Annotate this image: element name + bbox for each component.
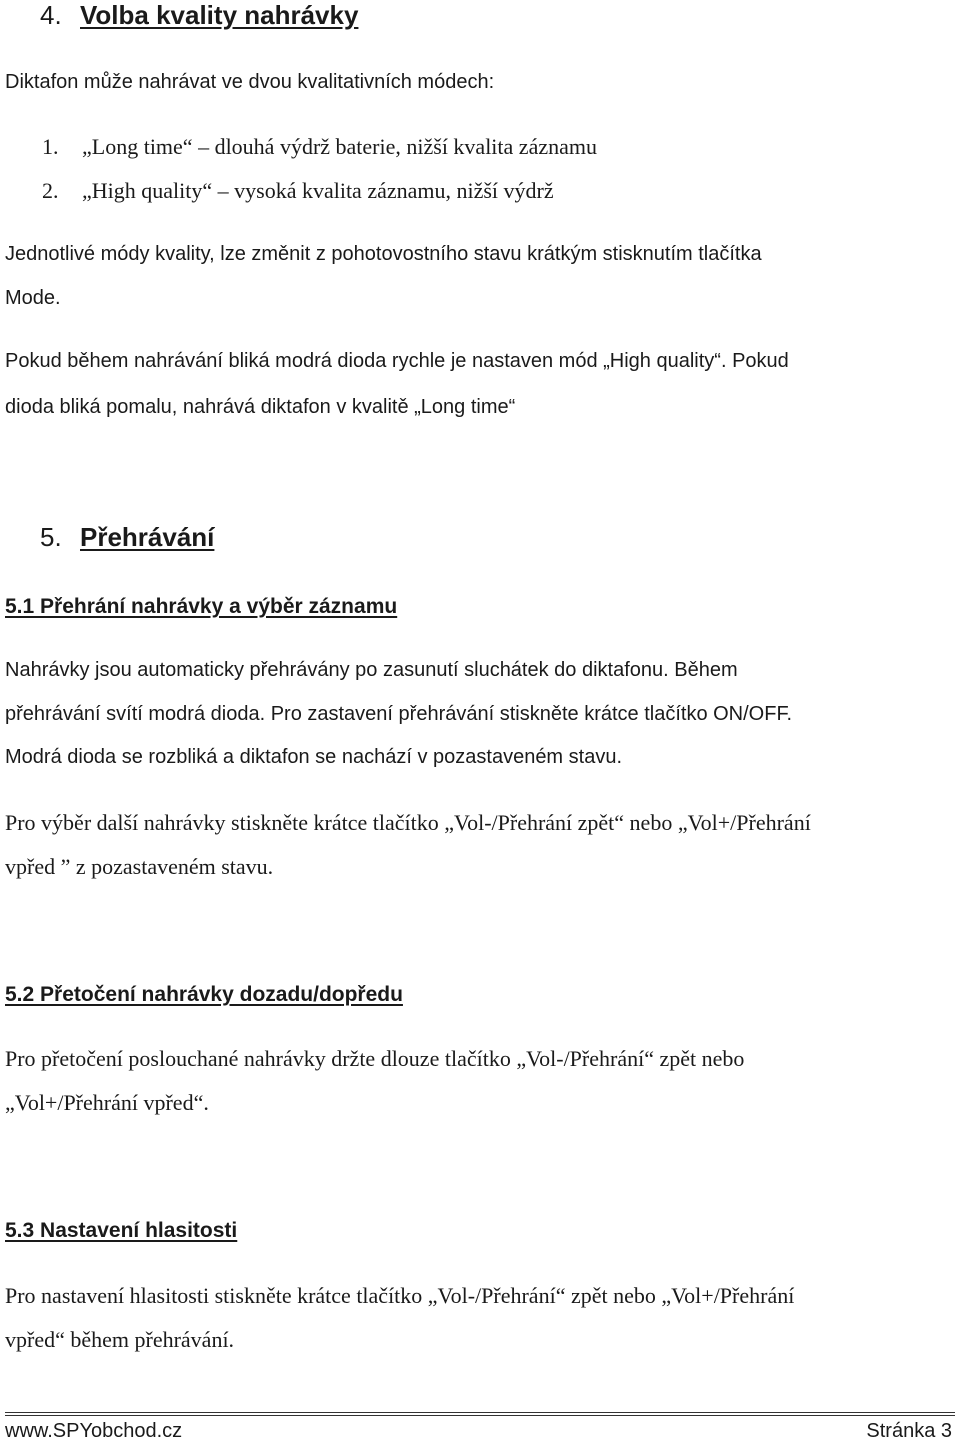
subsection-5-1-title: 5.1 Přehrání nahrávky a výběr záznamu bbox=[5, 595, 398, 618]
paragraph-line: vpřed ” z pozastaveném stavu. bbox=[5, 854, 274, 879]
footer-page-number: Stránka 3 bbox=[866, 1420, 952, 1442]
subsection-5-2-title: 5.2 Přetočení nahrávky dozadu/dopředu bbox=[5, 983, 403, 1006]
section-4-intro: Diktafon může nahrávat ve dvou kvalitativních módech: bbox=[5, 71, 495, 93]
section-4-heading bbox=[40, 0, 358, 31]
paragraph-line: Pokud během nahrávání bliká modrá dioda rychle je nastaven mód „High quality“. Pokud bbox=[5, 350, 789, 372]
paragraph-line: dioda bliká pomalu, nahrává diktafon v kvalitě „Long time“ bbox=[5, 396, 516, 418]
list-item-number: 1. bbox=[42, 134, 59, 159]
paragraph-line: vpřed“ během přehrávání. bbox=[5, 1327, 235, 1352]
footer-divider bbox=[5, 1412, 955, 1413]
list-item-text: „Long time“ – dlouhá výdrž baterie, nižší kvalita záznamu bbox=[82, 134, 597, 159]
footer-website: www.SPYobchod.cz bbox=[5, 1420, 183, 1442]
list-item-text: „High quality“ – vysoká kvalita záznamu, nižší výdrž bbox=[82, 178, 554, 203]
paragraph-line: Nahrávky jsou automaticky přehrávány po zasunutí sluchátek do diktafonu. Během bbox=[5, 659, 738, 681]
section-5-title: Přehrávání bbox=[80, 522, 215, 552]
paragraph-line: Pro nastavení hlasitosti stiskněte krátce tlačítko „Vol-/Přehrání“ zpět nebo „Vol+/Přehrání bbox=[5, 1283, 795, 1308]
list-item-number: 2. bbox=[42, 178, 59, 203]
subsection-5-3-title: 5.3 Nastavení hlasitosti bbox=[5, 1219, 238, 1242]
section-4-title: Volba kvality nahrávky bbox=[80, 0, 359, 30]
paragraph-line: Jednotlivé módy kvality, lze změnit z pohotovostního stavu krátkým stisknutím tlačítka bbox=[5, 243, 762, 265]
section-5-number: 5. bbox=[40, 522, 62, 552]
paragraph-line: „Vol+/Přehrání vpřed“. bbox=[5, 1090, 209, 1115]
paragraph-line: Mode. bbox=[5, 287, 61, 309]
section-4-number: 4. bbox=[40, 0, 62, 30]
paragraph-line: Modrá dioda se rozbliká a diktafon se nachází v pozastaveném stavu. bbox=[5, 746, 623, 768]
list-item bbox=[42, 178, 554, 204]
paragraph-line: Pro výběr další nahrávky stiskněte krátce tlačítko „Vol-/Přehrání zpět“ nebo „Vol+/Přehrání bbox=[5, 810, 811, 835]
paragraph-line: přehrávání svítí modrá dioda. Pro zastavení přehrávání stiskněte krátce tlačítko ON/OFF. bbox=[5, 703, 793, 725]
section-5-heading bbox=[40, 522, 214, 553]
list-item bbox=[42, 134, 597, 160]
paragraph-line: Pro přetočení poslouchané nahrávky držte dlouze tlačítko „Vol-/Přehrání“ zpět nebo bbox=[5, 1046, 745, 1071]
footer-divider bbox=[5, 1415, 955, 1416]
